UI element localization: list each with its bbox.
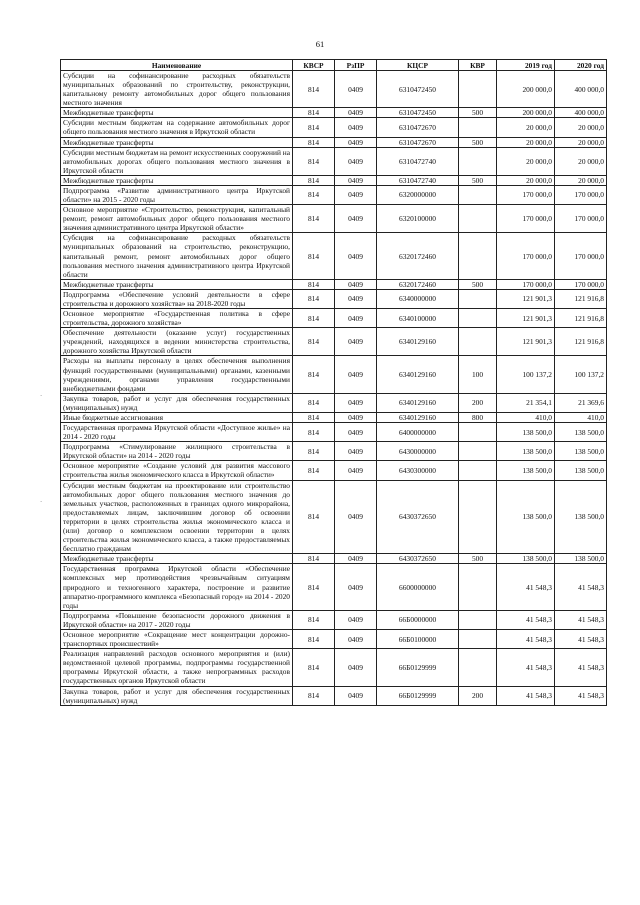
table-row <box>61 564 607 610</box>
cell-y2019: 41 548,3 <box>497 686 555 705</box>
cell-kvr <box>459 649 497 686</box>
cell-kcsr: 6310472450 <box>377 108 459 118</box>
table-row <box>61 108 607 118</box>
table-row <box>61 279 607 289</box>
cell-kvsr: 814 <box>293 118 335 137</box>
cell-y2019: 121 901,3 <box>497 308 555 327</box>
cell-kcsr: 6320172460 <box>377 279 459 289</box>
budget-table <box>60 59 607 706</box>
cell-rzpr: 0409 <box>335 442 377 461</box>
cell-kvr <box>459 629 497 648</box>
cell-y2020: 170 000,0 <box>555 185 607 204</box>
cell-kcsr: 66Б0129999 <box>377 686 459 705</box>
cell-kcsr: 6310472670 <box>377 137 459 147</box>
table-header-row <box>61 60 607 71</box>
cell-y2019: 41 548,3 <box>497 629 555 648</box>
cell-kvr <box>459 233 497 279</box>
cell-kcsr: 66Б0000000 <box>377 610 459 629</box>
cell-kvr <box>459 147 497 175</box>
cell-rzpr: 0409 <box>335 649 377 686</box>
cell-y2019: 200 000,0 <box>497 71 555 108</box>
cell-y2020: 138 500,0 <box>555 442 607 461</box>
cell-rzpr: 0409 <box>335 289 377 308</box>
table-row <box>61 554 607 564</box>
cell-y2020: 410,0 <box>555 413 607 423</box>
cell-kvsr: 814 <box>293 649 335 686</box>
table-row <box>61 442 607 461</box>
table-row <box>61 480 607 554</box>
cell-kcsr: 6430372650 <box>377 554 459 564</box>
cell-rzpr: 0409 <box>335 71 377 108</box>
cell-kvr: 500 <box>459 175 497 185</box>
cell-rzpr: 0409 <box>335 185 377 204</box>
cell-y2020: 20 000,0 <box>555 137 607 147</box>
cell-y2020: 138 500,0 <box>555 480 607 554</box>
cell-kvsr: 814 <box>293 71 335 108</box>
cell-kcsr: 6320172460 <box>377 233 459 279</box>
cell-name: Обеспечение деятельности (оказание услуг) государственных учреждений, находящихся в ведении министерства строительства, дорожного хозяйства Иркутской области <box>61 328 293 356</box>
cell-rzpr: 0409 <box>335 413 377 423</box>
table-row <box>61 649 607 686</box>
column-header-name: Наименование <box>61 60 293 71</box>
cell-rzpr: 0409 <box>335 356 377 393</box>
cell-y2019: 170 000,0 <box>497 279 555 289</box>
column-header-kvr: КВР <box>459 60 497 71</box>
cell-kvsr: 814 <box>293 147 335 175</box>
cell-rzpr: 0409 <box>335 393 377 412</box>
table-row <box>61 356 607 393</box>
cell-kvsr: 814 <box>293 279 335 289</box>
table-row <box>61 328 607 356</box>
cell-y2020: 138 500,0 <box>555 461 607 480</box>
cell-kvr: 500 <box>459 279 497 289</box>
cell-rzpr: 0409 <box>335 147 377 175</box>
cell-kvsr: 814 <box>293 328 335 356</box>
cell-y2019: 138 500,0 <box>497 423 555 442</box>
cell-kcsr: 6430000000 <box>377 442 459 461</box>
table-row <box>61 233 607 279</box>
cell-y2019: 20 000,0 <box>497 147 555 175</box>
table-row <box>61 629 607 648</box>
cell-name: Закупка товаров, работ и услуг для обеспечения государственных (муниципальных) нужд <box>61 686 293 705</box>
cell-y2019: 41 548,3 <box>497 649 555 686</box>
cell-name: Реализация направлений расходов основного мероприятия и (или) ведомственной целевой программы, подпрограммы государственной программы Иркутской области, а также непрограммных расходов государственных органов Иркутской области <box>61 649 293 686</box>
cell-y2019: 41 548,3 <box>497 564 555 610</box>
cell-kcsr: 6340100000 <box>377 308 459 327</box>
cell-name: Основное мероприятие «Государственная политика в сфере строительства, дорожного хозяйства» <box>61 308 293 327</box>
cell-kvr: 500 <box>459 554 497 564</box>
cell-y2019: 20 000,0 <box>497 118 555 137</box>
column-header-2020: 2020 год <box>555 60 607 71</box>
cell-kvsr: 814 <box>293 686 335 705</box>
cell-y2019: 121 901,3 <box>497 289 555 308</box>
cell-y2019: 138 500,0 <box>497 442 555 461</box>
cell-rzpr: 0409 <box>335 233 377 279</box>
cell-kvr <box>459 185 497 204</box>
cell-y2020: 170 000,0 <box>555 279 607 289</box>
cell-y2020: 400 000,0 <box>555 108 607 118</box>
cell-kvr: 500 <box>459 137 497 147</box>
column-header-rzpr: РзПР <box>335 60 377 71</box>
cell-kcsr: 6600000000 <box>377 564 459 610</box>
column-header-2019: 2019 год <box>497 60 555 71</box>
cell-kvr <box>459 308 497 327</box>
cell-name: Субсидии на софинансирование расходных обязательств муниципальных образований по строительству, реконструкции, капитальному ремонту автомобильных дорог общего пользования местного значения <box>61 71 293 108</box>
cell-kvsr: 814 <box>293 480 335 554</box>
cell-y2020: 170 000,0 <box>555 205 607 233</box>
cell-y2019: 138 500,0 <box>497 554 555 564</box>
cell-name: Субсидии местным бюджетам на проектирование или строительство автомобильных дорог общего пользования местного значения до земельных участков, расположенных в границах одного микрорайона, предоставляемых лицам, заключившим договор об освоении территории в целях строительства жилья экономического класса и (или) договор о комплексном освоении территории в целях строительства жилья экономического класса, а также предоставляемых бесплатно гражданам <box>61 480 293 554</box>
cell-y2019: 20 000,0 <box>497 137 555 147</box>
table-row <box>61 413 607 423</box>
cell-kcsr: 6310472740 <box>377 147 459 175</box>
cell-y2020: 100 137,2 <box>555 356 607 393</box>
cell-name: Субсидии местным бюджетам на содержание автомобильных дорог общего пользования местного значения в Иркутской области <box>61 118 293 137</box>
cell-name: Межбюджетные трансферты <box>61 175 293 185</box>
cell-name: Подпрограмма «Повышение безопасности дорожного движения в Иркутской области» на 2017 - 2020 годы <box>61 610 293 629</box>
cell-name: Подпрограмма «Стимулирование жилищного строительства в Иркутской области» на 2014 - 2020 годы <box>61 442 293 461</box>
cell-kcsr: 6430372650 <box>377 480 459 554</box>
cell-name: Расходы на выплаты персоналу в целях обеспечения выполнения функций государственными (муниципальными) органами, казенными учреждениями, органами управления государственными внебюджетными фондами <box>61 356 293 393</box>
cell-kvr <box>459 328 497 356</box>
cell-kvr: 200 <box>459 393 497 412</box>
page-number: 61 <box>315 39 325 49</box>
table-row <box>61 393 607 412</box>
cell-y2019: 20 000,0 <box>497 175 555 185</box>
cell-kvsr: 814 <box>293 308 335 327</box>
table-row <box>61 461 607 480</box>
cell-y2020: 121 916,8 <box>555 289 607 308</box>
cell-y2020: 400 000,0 <box>555 71 607 108</box>
table-row <box>61 610 607 629</box>
table-row <box>61 686 607 705</box>
table-row <box>61 308 607 327</box>
cell-kvsr: 814 <box>293 233 335 279</box>
cell-y2020: 121 916,8 <box>555 308 607 327</box>
cell-name: Иные бюджетные ассигнования <box>61 413 293 423</box>
table-row <box>61 175 607 185</box>
cell-kcsr: 66Б0100000 <box>377 629 459 648</box>
cell-kcsr: 66Б0129999 <box>377 649 459 686</box>
cell-kvr <box>459 71 497 108</box>
cell-kcsr: 6310472450 <box>377 71 459 108</box>
cell-kvr <box>459 480 497 554</box>
table-row <box>61 205 607 233</box>
cell-rzpr: 0409 <box>335 554 377 564</box>
cell-rzpr: 0409 <box>335 423 377 442</box>
cell-kvsr: 814 <box>293 423 335 442</box>
cell-kvsr: 814 <box>293 413 335 423</box>
cell-name: Межбюджетные трансферты <box>61 137 293 147</box>
cell-kcsr: 6340129160 <box>377 413 459 423</box>
cell-name: Основное мероприятие «Сокращение мест концентрации дорожно-транспортных происшествий» <box>61 629 293 648</box>
cell-kvr: 200 <box>459 686 497 705</box>
cell-y2020: 138 500,0 <box>555 554 607 564</box>
cell-kcsr: 6340129160 <box>377 393 459 412</box>
cell-kvr <box>459 205 497 233</box>
cell-y2020: 41 548,3 <box>555 649 607 686</box>
cell-rzpr: 0409 <box>335 686 377 705</box>
cell-y2019: 100 137,2 <box>497 356 555 393</box>
cell-kvsr: 814 <box>293 185 335 204</box>
cell-kvsr: 814 <box>293 442 335 461</box>
cell-y2020: 138 500,0 <box>555 423 607 442</box>
cell-rzpr: 0409 <box>335 279 377 289</box>
cell-name: Подпрограмма «Обеспечение условий деятельности в сфере строительства и дорожного хозяйства» на 2018-2020 годы <box>61 289 293 308</box>
cell-kvsr: 814 <box>293 610 335 629</box>
cell-name: Субсидия на софинансирование расходных обязательств муниципальных образований на строительство, реконструкцию, капитальный ремонт, ремонт автомобильных дорог общего пользования местного значения административного центра Иркутской области <box>61 233 293 279</box>
cell-rzpr: 0409 <box>335 564 377 610</box>
cell-name: Межбюджетные трансферты <box>61 279 293 289</box>
cell-kvsr: 814 <box>293 108 335 118</box>
cell-kvsr: 814 <box>293 554 335 564</box>
cell-rzpr: 0409 <box>335 328 377 356</box>
cell-y2020: 20 000,0 <box>555 175 607 185</box>
cell-y2020: 41 548,3 <box>555 564 607 610</box>
cell-kvsr: 814 <box>293 564 335 610</box>
cell-y2019: 170 000,0 <box>497 233 555 279</box>
cell-y2020: 20 000,0 <box>555 147 607 175</box>
cell-rzpr: 0409 <box>335 610 377 629</box>
table-row <box>61 137 607 147</box>
cell-name: Закупка товаров, работ и услуг для обеспечения государственных (муниципальных) нужд <box>61 393 293 412</box>
cell-kvr <box>459 564 497 610</box>
cell-name: Межбюджетные трансферты <box>61 108 293 118</box>
cell-kvr <box>459 423 497 442</box>
cell-kvr: 500 <box>459 108 497 118</box>
cell-kvsr: 814 <box>293 175 335 185</box>
table-row <box>61 118 607 137</box>
cell-rzpr: 0409 <box>335 308 377 327</box>
cell-kcsr: 6310472740 <box>377 175 459 185</box>
cell-y2020: 170 000,0 <box>555 233 607 279</box>
cell-name: Государственная программа Иркутской области «Обеспечение комплексных мер противодействия чрезвычайным ситуациям природного и техногенного характера, построение и развитие аппаратно-программного комплекса «Безопасный город» на 2014 - 2020 годы <box>61 564 293 610</box>
cell-rzpr: 0409 <box>335 137 377 147</box>
cell-y2019: 138 500,0 <box>497 480 555 554</box>
cell-y2020: 121 916,8 <box>555 328 607 356</box>
table-row <box>61 71 607 108</box>
cell-y2020: 20 000,0 <box>555 118 607 137</box>
cell-kcsr: 6310472670 <box>377 118 459 137</box>
table-row <box>61 423 607 442</box>
cell-kvr <box>459 461 497 480</box>
cell-y2019: 21 354,1 <box>497 393 555 412</box>
cell-kcsr: 6430300000 <box>377 461 459 480</box>
cell-rzpr: 0409 <box>335 175 377 185</box>
cell-kcsr: 6400000000 <box>377 423 459 442</box>
cell-rzpr: 0409 <box>335 629 377 648</box>
cell-kvsr: 814 <box>293 137 335 147</box>
cell-kvsr: 814 <box>293 393 335 412</box>
cell-kvsr: 814 <box>293 629 335 648</box>
cell-y2019: 41 548,3 <box>497 610 555 629</box>
table-row <box>61 289 607 308</box>
cell-y2020: 41 548,3 <box>555 686 607 705</box>
cell-kvr: 800 <box>459 413 497 423</box>
column-header-kcsr: КЦСР <box>377 60 459 71</box>
cell-y2019: 121 901,3 <box>497 328 555 356</box>
table-row <box>61 147 607 175</box>
cell-kvr <box>459 118 497 137</box>
cell-rzpr: 0409 <box>335 108 377 118</box>
cell-y2019: 138 500,0 <box>497 461 555 480</box>
cell-name: Основное мероприятие «Строительство, реконструкция, капитальный ремонт, ремонт автомобильных дорог общего пользования местного значения административного центра Иркутской области» <box>61 205 293 233</box>
cell-y2020: 21 369,6 <box>555 393 607 412</box>
cell-kvsr: 814 <box>293 461 335 480</box>
cell-y2019: 170 000,0 <box>497 205 555 233</box>
cell-kvsr: 814 <box>293 205 335 233</box>
cell-rzpr: 0409 <box>335 118 377 137</box>
cell-rzpr: 0409 <box>335 461 377 480</box>
scan-mark: · <box>40 498 43 506</box>
cell-kvr <box>459 442 497 461</box>
cell-kvsr: 814 <box>293 356 335 393</box>
cell-kvr: 100 <box>459 356 497 393</box>
cell-kcsr: 6320100000 <box>377 205 459 233</box>
cell-y2019: 410,0 <box>497 413 555 423</box>
cell-y2020: 41 548,3 <box>555 629 607 648</box>
column-header-kvsr: КВСР <box>293 60 335 71</box>
cell-y2019: 170 000,0 <box>497 185 555 204</box>
cell-kcsr: 6320000000 <box>377 185 459 204</box>
cell-name: Основное мероприятие «Создание условий для развития массового строительства жилья экономического класса в Иркутской области» <box>61 461 293 480</box>
cell-rzpr: 0409 <box>335 205 377 233</box>
cell-name: Межбюджетные трансферты <box>61 554 293 564</box>
cell-kcsr: 6340129160 <box>377 328 459 356</box>
cell-kcsr: 6340129160 <box>377 356 459 393</box>
cell-y2020: 41 548,3 <box>555 610 607 629</box>
cell-name: Государственная программа Иркутской области «Доступное жилье» на 2014 - 2020 годы <box>61 423 293 442</box>
cell-kvr <box>459 289 497 308</box>
cell-kcsr: 6340000000 <box>377 289 459 308</box>
cell-name: Подпрограмма «Развитие административного центра Иркутской области» на 2015 - 2020 годы <box>61 185 293 204</box>
scan-mark: · <box>40 392 43 400</box>
cell-rzpr: 0409 <box>335 480 377 554</box>
cell-name: Субсидии местным бюджетам на ремонт искусственных сооружений на автомобильных дорогах общего пользования местного значения в Иркутской области <box>61 147 293 175</box>
cell-kvr <box>459 610 497 629</box>
cell-kvsr: 814 <box>293 289 335 308</box>
table-row <box>61 185 607 204</box>
cell-y2019: 200 000,0 <box>497 108 555 118</box>
